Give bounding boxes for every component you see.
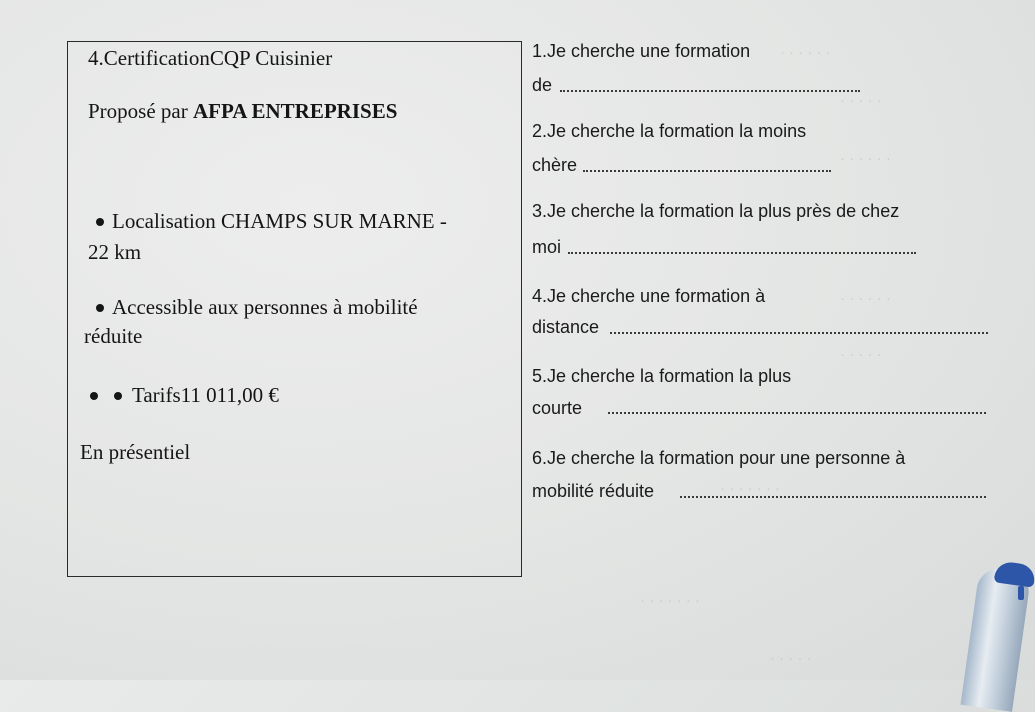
show-through-text: · · · · · [770,650,812,667]
question-3-line-1: 3.Je cherche la formation la plus près de chez [532,201,900,221]
provider-line [88,101,397,122]
show-through-text: · · · · · · · [720,480,780,497]
show-through-text: · · · · · · [780,44,831,61]
question-2-line-1: 2.Je cherche la formation la moins [532,121,807,141]
question-5-line-2: courte [532,398,583,418]
show-through-text: · · · · · [840,346,882,363]
answer-line-2[interactable] [583,170,831,172]
accessibility-line-1: Accessible aux personnes à mobilité [112,295,418,319]
answer-line-4[interactable] [610,332,988,334]
bullet-icon [96,218,104,226]
answer-line-3[interactable] [568,252,916,254]
location-line-2: 22 km [88,240,142,264]
show-through-text: · · · · · · [840,150,891,167]
answer-line-6[interactable] [680,496,986,498]
answer-line-5[interactable] [608,412,986,414]
show-through-text: · · · · · · · [640,592,700,609]
question-4-line-2: distance [532,317,600,337]
location-line-1: Localisation CHAMPS SUR MARNE - [112,209,447,233]
delivery-mode: En présentiel [80,440,191,464]
accessibility-line-2: réduite [84,324,143,348]
question-5-line-1: 5.Je cherche la formation la plus [532,366,792,386]
show-through-text: · · · · · [840,92,882,109]
bullet-icon [96,304,104,312]
bullet-icon [114,392,122,400]
answer-line-1[interactable] [560,90,860,92]
question-3-line-2: moi [532,237,562,257]
question-1-line-1: 1.Je cherche une formation [532,41,751,61]
pen-clip-icon [1018,586,1024,600]
provider-prefix: Proposé par [88,99,193,123]
question-2-line-2: chère [532,155,578,175]
question-6-line-2: mobilité réduite [532,481,655,501]
question-1-line-2: de [532,75,553,95]
question-4-line-1: 4.Je cherche une formation à [532,286,766,306]
provider-name: AFPA ENTREPRISES [192,99,398,123]
bullet-icon [90,392,98,400]
certification-title: 4.CertificationCQP Cuisinier [88,46,333,70]
price: Tarifs11 011,00 € [132,383,279,407]
show-through-text: · · · · · · [840,290,891,307]
question-6-line-1: 6.Je cherche la formation pour une personne à [532,448,906,468]
